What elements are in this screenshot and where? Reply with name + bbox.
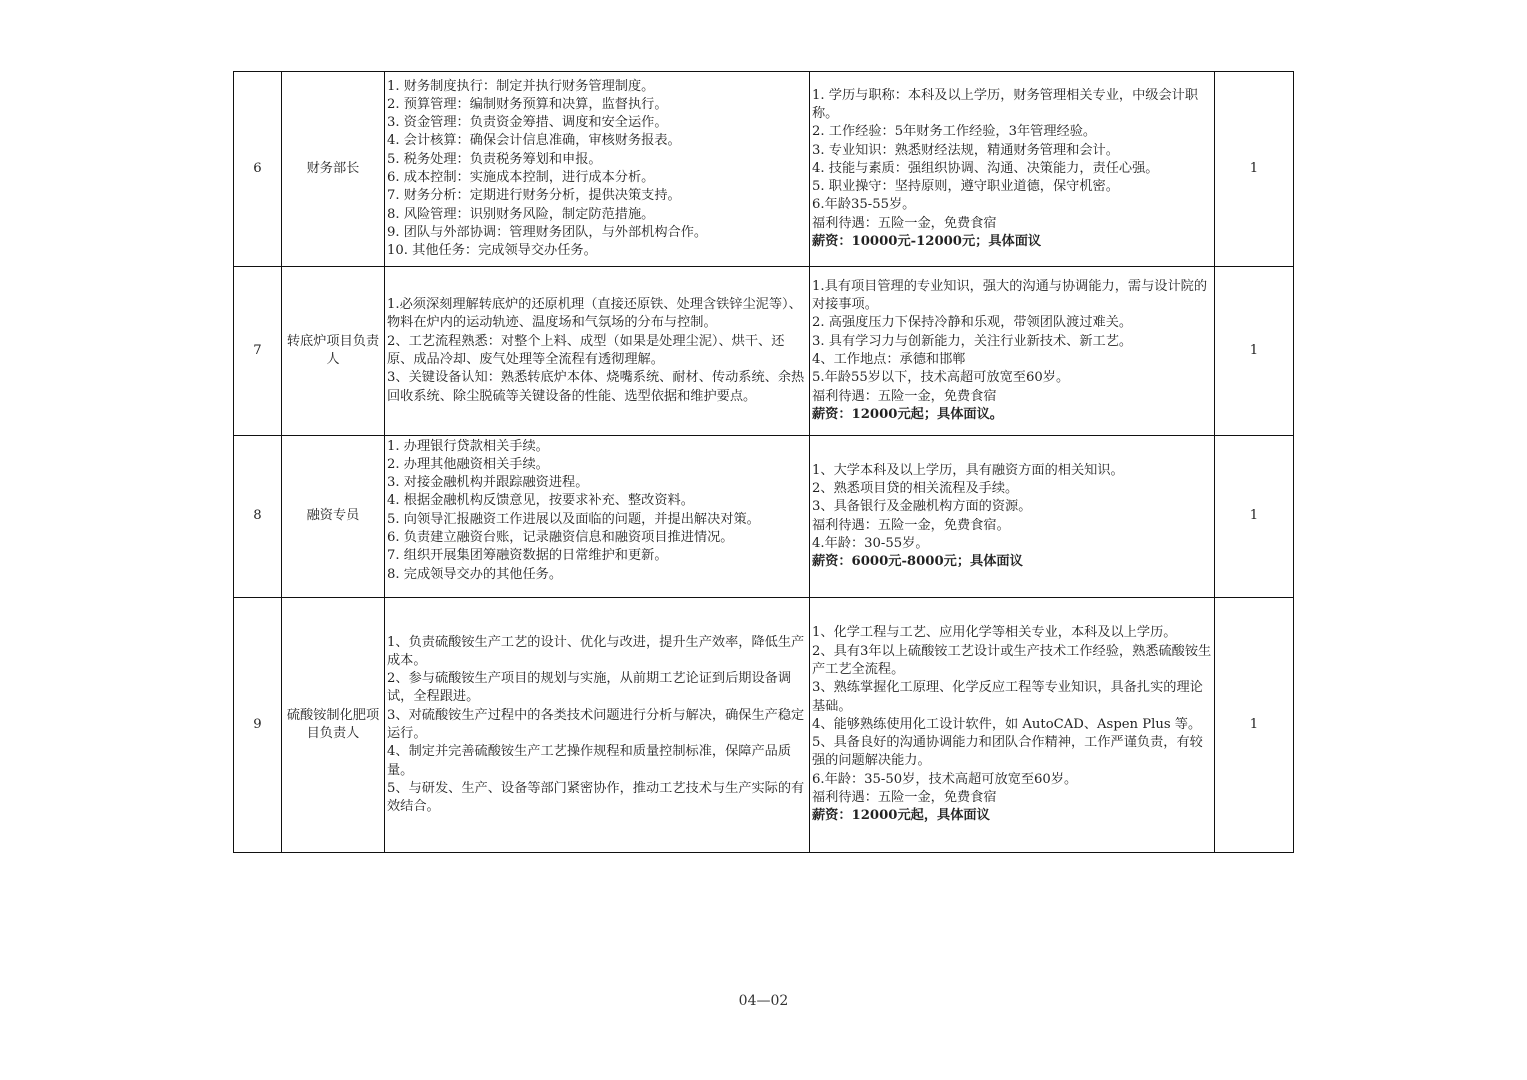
headcount: 1 xyxy=(1215,436,1294,598)
requirement-line: 5. 职业操守：坚持原则，遵守职业道德，保守机密。 xyxy=(812,179,1119,195)
job-table xyxy=(233,71,1294,853)
requirement-line: 5、具备良好的沟通协调能力和团队合作精神，工作严谨负责，有较强的问题解决能力。 xyxy=(812,735,1203,769)
requirement-line: 福利待遇：五险一金，免费食宿 xyxy=(812,790,997,806)
salary-line: 薪资：10000元-12000元；具体面议 xyxy=(812,234,1042,250)
requirement-line: 4、工作地点：承德和邯郸 xyxy=(812,352,966,367)
job-duties xyxy=(385,436,810,598)
job-title: 融资专员 xyxy=(282,436,385,598)
duty-line: 5、与研发、生产、设备等部门紧密协作，推动工艺技术与生产实际的有效结合。 xyxy=(387,780,805,815)
duty-line: 6. 成本控制：实施成本控制，进行成本分析。 xyxy=(387,170,655,185)
salary-line: 薪资：12000元起；具体面议。 xyxy=(812,406,1003,422)
requirement-line: 3、熟练掌握化工原理、化学反应工程等专业知识，具备扎实的理论基础。 xyxy=(812,680,1203,714)
duty-line: 7. 财务分析：定期进行财务分析，提供决策支持。 xyxy=(387,188,681,204)
job-duties xyxy=(385,72,810,267)
requirement-line: 福利待遇：五险一金，免费食宿 xyxy=(812,388,997,404)
job-title: 硫酸铵制化肥项目负责人 xyxy=(282,598,385,853)
requirement-line: 2. 工作经验：5年财务工作经验，3年管理经验。 xyxy=(812,124,1097,140)
duty-line: 2. 预算管理：编制财务预算和决算，监督执行。 xyxy=(387,96,668,112)
duty-line: 5. 向领导汇报融资工作进展以及面临的问题，并提出解决对策。 xyxy=(387,511,760,527)
requirement-line: 4、能够熟练使用化工设计软件，如 AutoCAD、Aspen Plus 等。 xyxy=(812,716,1202,732)
requirement-line: 1、化学工程与工艺、应用化学等相关专业，本科及以上学历。 xyxy=(812,625,1177,641)
headcount: 1 xyxy=(1215,72,1294,267)
duty-line: 7. 组织开展集团筹融资数据的日常维护和更新。 xyxy=(387,548,668,564)
requirement-line: 福利待遇：五险一金，免费食宿 xyxy=(812,215,997,231)
job-requirements xyxy=(810,267,1215,436)
job-duties xyxy=(385,267,810,436)
job-requirements xyxy=(810,598,1215,853)
job-requirements xyxy=(810,436,1215,598)
headcount: 1 xyxy=(1215,267,1294,436)
table-row xyxy=(234,72,1294,267)
duty-line: 3. 对接金融机构并跟踪融资进程。 xyxy=(387,475,589,491)
table-row xyxy=(234,436,1294,598)
table-row xyxy=(234,267,1294,436)
duty-line: 4. 会计核算：确保会计信息准确，审核财务报表。 xyxy=(387,133,681,149)
row-number: 7 xyxy=(234,267,282,436)
duty-line: 1. 财务制度执行：制定并执行财务管理制度。 xyxy=(387,78,655,94)
requirement-line: 6.年龄35-55岁。 xyxy=(812,197,916,213)
duty-line: 1、负责硫酸铵生产工艺的设计、优化与改进，提升生产效率，降低生产成本。 xyxy=(387,634,805,668)
requirement-line: 4.年龄：30-55岁。 xyxy=(812,535,929,551)
duty-line: 9. 团队与外部协调：管理财务团队，与外部机构合作。 xyxy=(387,224,708,240)
requirement-line: 2、熟悉项目贷的相关流程及手续。 xyxy=(812,480,1019,496)
headcount: 1 xyxy=(1215,598,1294,853)
duty-line: 2. 办理其他融资相关手续。 xyxy=(387,456,549,472)
requirement-line: 5.年龄55岁以下，技术高超可放宽至60岁。 xyxy=(812,370,1070,386)
duty-line: 3. 资金管理：负责资金筹措、调度和安全运作。 xyxy=(387,115,668,131)
requirement-line: 3、具备银行及金融机构方面的资源。 xyxy=(812,499,1032,515)
row-number: 6 xyxy=(234,72,282,267)
requirement-line: 3. 专业知识：熟悉财经法规，精通财务管理和会计。 xyxy=(812,142,1119,158)
duty-line: 3、关键设备认知：熟悉转底炉本体、烧嘴系统、耐材、传动系统、余热回收系统、除尘脱硫等关键设备的性能、选型依据和维护要点。 xyxy=(387,370,805,404)
table-row xyxy=(234,598,1294,853)
duty-line: 6. 负责建立融资台账，记录融资信息和融资项目推进情况。 xyxy=(387,529,734,545)
job-requirements xyxy=(810,72,1215,267)
duty-line: 4. 根据金融机构反馈意见，按要求补充、整改资料。 xyxy=(387,493,694,509)
requirement-line: 1、大学本科及以上学历，具有融资方面的相关知识。 xyxy=(812,462,1124,478)
duty-line: 1.必须深刻理解转底炉的还原机理（直接还原铁、处理含铁锌尘泥等）、物料在炉内的运动轨迹、温度场和气氛场的分布与控制。 xyxy=(387,297,802,331)
job-duties xyxy=(385,598,810,853)
row-number: 8 xyxy=(234,436,282,598)
row-number: 9 xyxy=(234,598,282,853)
duty-line: 8. 完成领导交办的其他任务。 xyxy=(387,566,563,582)
duty-line: 4、制定并完善硫酸铵生产工艺操作规程和质量控制标准，保障产品质量。 xyxy=(387,744,792,778)
requirement-line: 4. 技能与素质：强组织协调、沟通、决策能力，责任心强。 xyxy=(812,160,1159,176)
requirement-line: 2、具有3年以上硫酸铵工艺设计或生产技术工作经验，熟悉硫酸铵生产工艺全流程。 xyxy=(812,643,1212,677)
duty-line: 5. 税务处理：负责税务筹划和申报。 xyxy=(387,151,602,167)
duty-line: 3、对硫酸铵生产过程中的各类技术问题进行分析与解决，确保生产稳定运行。 xyxy=(387,707,805,741)
duty-line: 2、参与硫酸铵生产项目的规划与实施，从前期工艺论证到后期设备调试，全程跟进。 xyxy=(387,671,792,705)
duty-line: 1. 办理银行贷款相关手续。 xyxy=(387,438,549,454)
duty-line: 10. 其他任务：完成领导交办任务。 xyxy=(387,243,597,259)
salary-line: 薪资：12000元起，具体面议 xyxy=(812,808,990,824)
page-number: 04—02 xyxy=(738,993,789,1009)
salary-line: 薪资：6000元-8000元；具体面议 xyxy=(812,554,1023,570)
job-title: 转底炉项目负责人 xyxy=(282,267,385,436)
requirement-line: 1.具有项目管理的专业知识，强大的沟通与协调能力，需与设计院的对接事项。 xyxy=(812,278,1208,313)
requirement-line: 3. 具有学习力与创新能力，关注行业新技术、新工艺。 xyxy=(812,333,1133,349)
job-title: 财务部长 xyxy=(282,72,385,267)
duty-line: 2、工艺流程熟悉：对整个上料、成型（如果是处理尘泥）、烘干、还原、成品冷却、废气处理等全流程有透彻理解。 xyxy=(387,333,785,367)
requirement-line: 福利待遇：五险一金，免费食宿。 xyxy=(812,517,1010,533)
requirement-line: 2. 高强度压力下保持冷静和乐观，带领团队渡过难关。 xyxy=(812,315,1133,331)
requirement-line: 1. 学历与职称：本科及以上学历，财务管理相关专业，中级会计职称。 xyxy=(812,87,1199,121)
duty-line: 8. 风险管理：识别财务风险，制定防范措施。 xyxy=(387,206,655,222)
requirement-line: 6.年龄：35-50岁，技术高超可放宽至60岁。 xyxy=(812,771,1078,787)
duties-clip xyxy=(387,438,807,596)
